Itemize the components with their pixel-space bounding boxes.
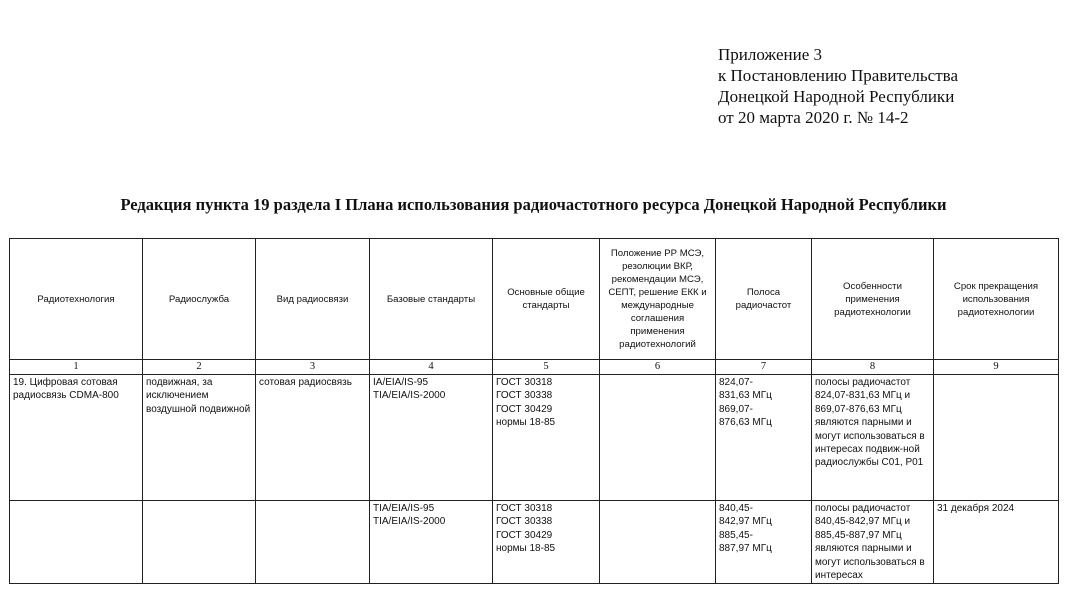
general-standard: ГОСТ 30318 xyxy=(496,503,553,514)
header-features: Особенности применения радиотехнологии xyxy=(812,239,934,360)
column-number: 8 xyxy=(812,360,934,375)
table-row xyxy=(10,375,1059,501)
cell-general xyxy=(493,375,600,501)
band-value: 869,07- xyxy=(719,403,753,415)
cell-provisions xyxy=(600,501,716,584)
header-base-standards: Базовые стандарты xyxy=(370,239,493,360)
cell-kind xyxy=(256,375,370,501)
column-number: 1 xyxy=(10,360,143,375)
general-standard: ГОСТ 30338 xyxy=(496,390,553,402)
cell-base xyxy=(370,375,493,501)
annex-header xyxy=(718,44,1048,128)
cell-term xyxy=(934,375,1059,501)
annex-date: от 20 марта 2020 г. № 14-2 xyxy=(718,108,909,127)
cell-tech xyxy=(10,501,143,584)
general-standard: ГОСТ 30429 xyxy=(496,403,553,415)
cell-general xyxy=(493,501,600,584)
base-standard: IA/EIA/IS-95 xyxy=(373,377,429,388)
band-value: 824,07- xyxy=(719,377,753,388)
header-general-standards: Основные общие стандарты xyxy=(493,239,600,360)
base-standard: TIA/EIA/IS-2000 xyxy=(373,516,446,528)
annex-number: Приложение 3 xyxy=(718,45,822,64)
column-number-row xyxy=(10,360,1059,375)
header-frequency-band: Полоса радиочастот xyxy=(716,239,812,360)
features-text: полосы радиочастот 840,45-842,97 МГц и 885,45-887,97 МГц являются парными и могут использоваться в интересах xyxy=(815,503,925,582)
base-standard: TIA/EIA/IS-2000 xyxy=(373,390,446,402)
general-standard: ГОСТ 30338 xyxy=(496,516,553,528)
cell-base xyxy=(370,501,493,584)
table-row xyxy=(10,501,1059,584)
annex-decree: к Постановлению Правительства xyxy=(718,66,958,85)
cell-provisions xyxy=(600,375,716,501)
base-standard: TIA/EIA/IS-95 xyxy=(373,503,435,514)
band-value: 840,45- xyxy=(719,503,753,514)
band-value: 831,63 МГц xyxy=(719,390,772,402)
features-text: полосы радиочастот 824,07-831,63 МГц и 869,07-876,63 МГц являются парными и могут использоваться в интересах подвиж-ной радиослужбы С01, Р01 xyxy=(815,377,925,469)
service-name: подвижная, за исключением воздушной подвижной xyxy=(146,377,251,415)
header-radiocomm-type: Вид радиосвязи xyxy=(256,239,370,360)
tech-name: 19. Цифровая сотовая радиосвязь CDMA-800 xyxy=(13,377,119,402)
column-number: 9 xyxy=(934,360,1059,375)
general-standard: ГОСТ 30429 xyxy=(496,529,553,541)
band-value: 887,97 МГц xyxy=(719,543,772,555)
column-number: 7 xyxy=(716,360,812,375)
document-title: Редакция пункта 19 раздела I Плана использования радиочастотного ресурса Донецкой Народной Республики xyxy=(120,195,947,214)
band-value: 885,45- xyxy=(719,529,753,541)
header-radiotechnology: Радиотехнология xyxy=(10,239,143,360)
header-radioservice: Радиослужба xyxy=(143,239,256,360)
cell-service xyxy=(143,501,256,584)
table-header-row xyxy=(10,239,1059,360)
general-standard: нормы 18-85 xyxy=(496,417,556,429)
cell-band xyxy=(716,375,812,501)
column-number: 4 xyxy=(370,360,493,375)
cell-kind xyxy=(256,501,370,584)
general-standard: ГОСТ 30318 xyxy=(496,377,553,388)
cell-features xyxy=(812,375,934,501)
column-number: 6 xyxy=(600,360,716,375)
header-termination-date: Срок прекращения использования радиотехнологии xyxy=(934,239,1059,360)
cell-term: 31 декабря 2024 xyxy=(934,501,1059,584)
general-standard: нормы 18-85 xyxy=(496,543,556,555)
annex-republic: Донецкой Народной Республики xyxy=(718,87,955,106)
band-value: 876,63 МГц xyxy=(719,417,772,429)
column-number: 3 xyxy=(256,360,370,375)
kind-name: сотовая радиосвязь xyxy=(259,377,352,388)
band-value: 842,97 МГц xyxy=(719,516,772,528)
header-itu-provisions: Положение РР МСЭ, резолюции ВКР, рекомендации МСЭ, СЕПТ, решение ЕКК и международные соглашения применения радиотехнологий xyxy=(600,239,716,360)
frequency-plan-table xyxy=(9,238,1059,584)
cell-band xyxy=(716,501,812,584)
cell-tech xyxy=(10,375,143,501)
column-number: 2 xyxy=(143,360,256,375)
cell-service xyxy=(143,375,256,501)
cell-features xyxy=(812,501,934,584)
column-number: 5 xyxy=(493,360,600,375)
